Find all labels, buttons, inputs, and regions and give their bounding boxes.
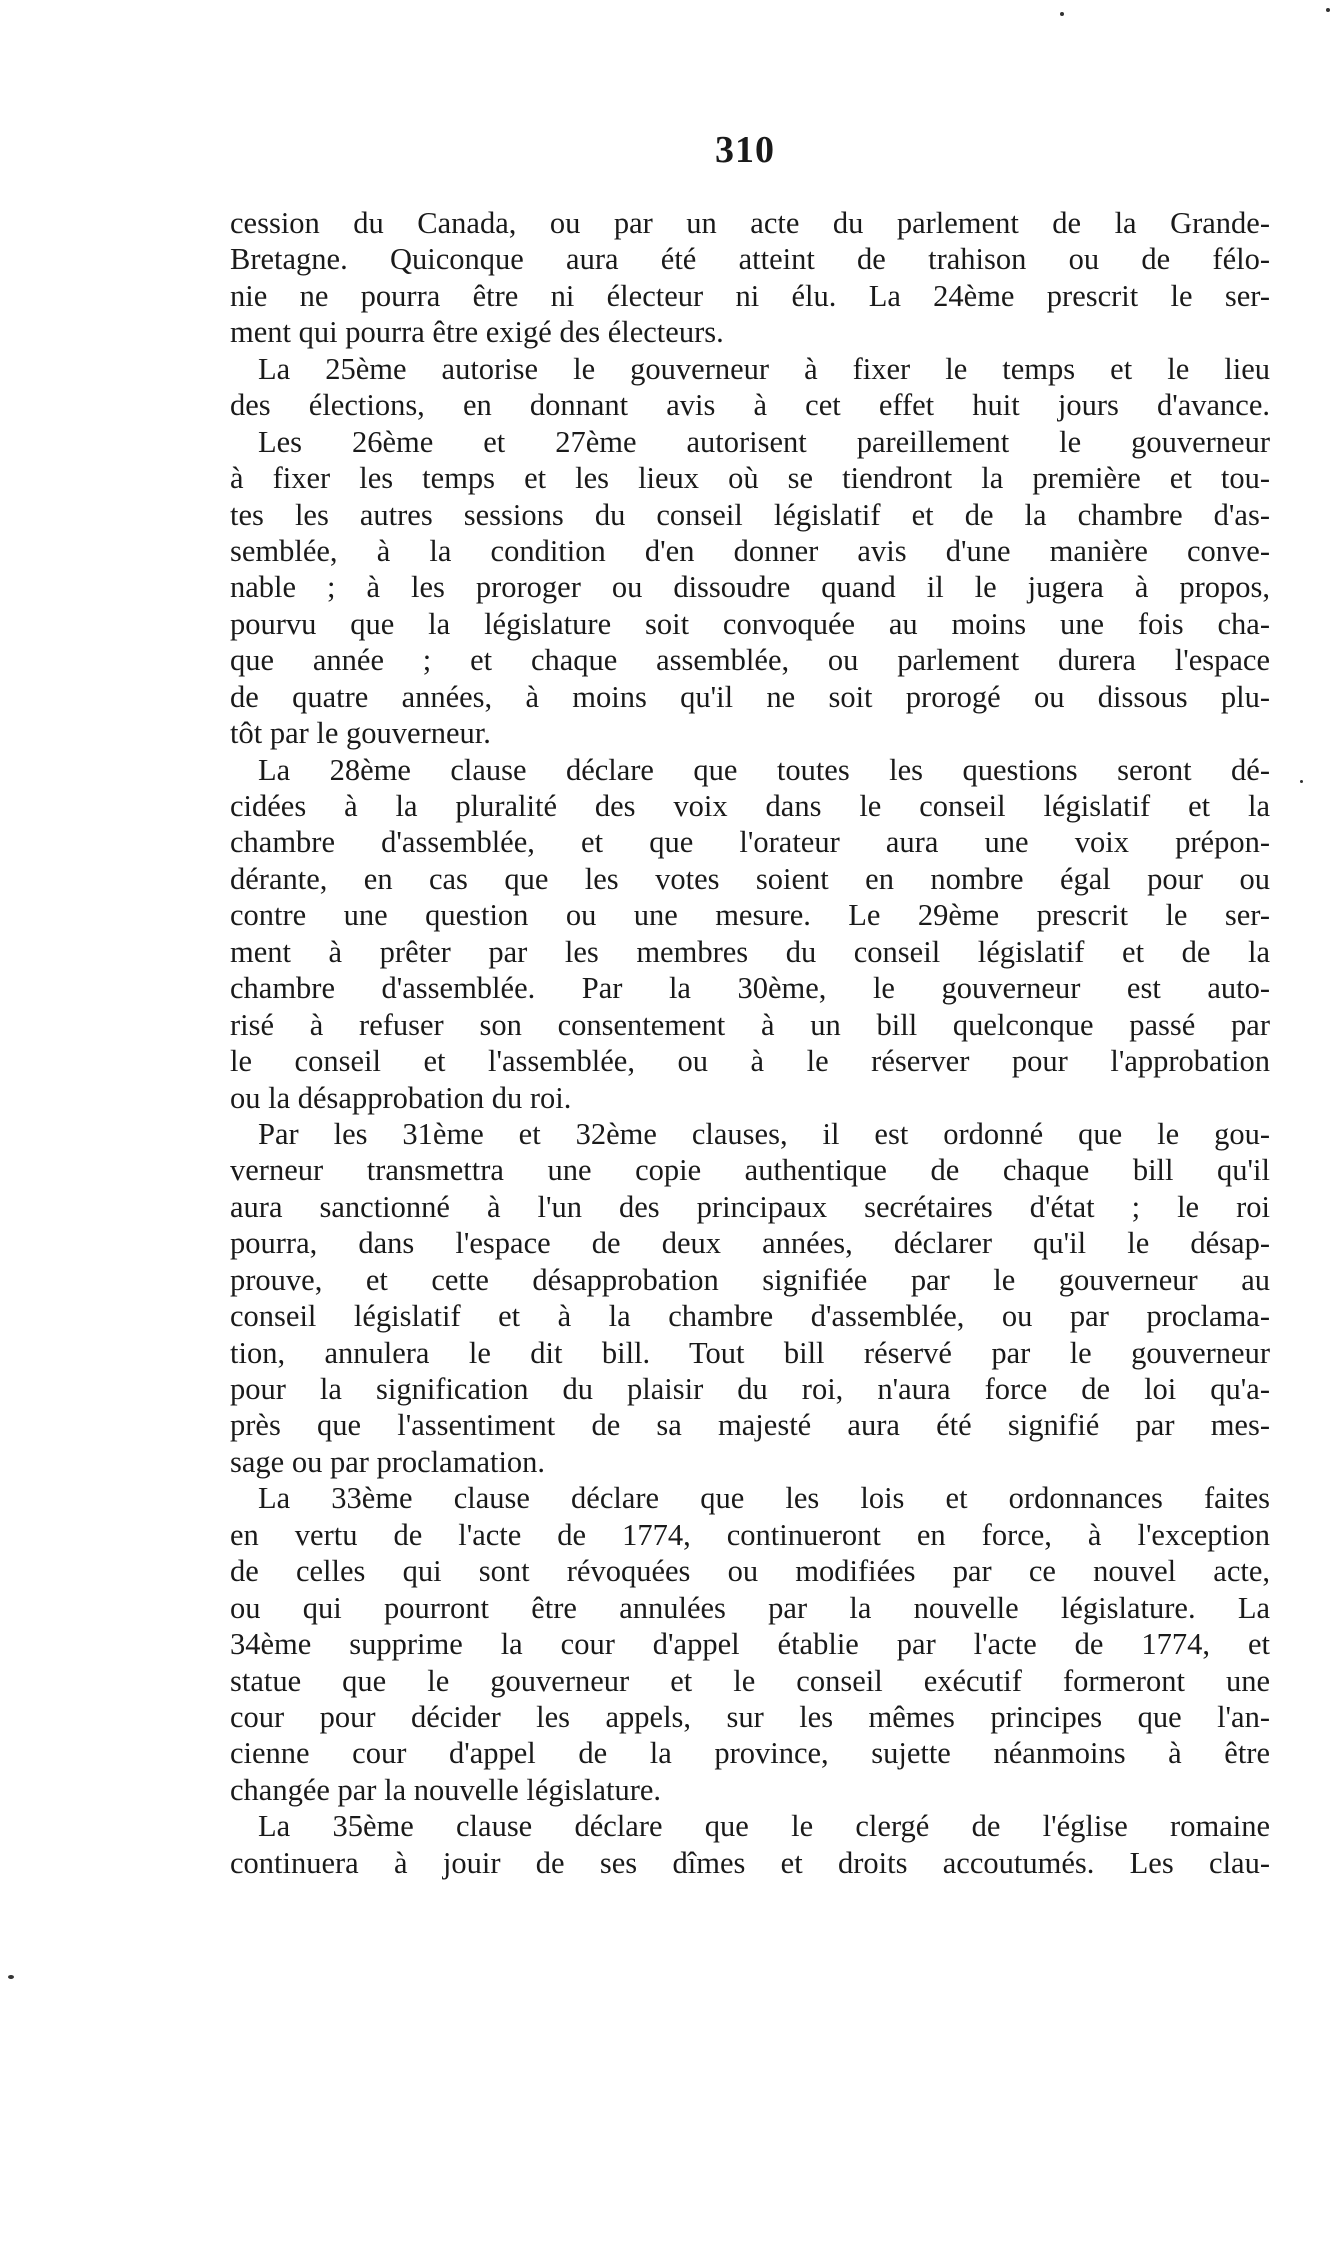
text-line: à fixer les temps et les lieux où se tiendront la première et tou- bbox=[230, 461, 1270, 496]
text-line: le conseil et l'assemblée, ou à le réserver pour l'approbation bbox=[230, 1044, 1270, 1079]
text-line: tes les autres sessions du conseil législatif et de la chambre d'as- bbox=[230, 497, 1270, 532]
text-line: statue que le gouverneur et le conseil exécutif formeront une bbox=[230, 1663, 1270, 1698]
text-line: ment à prêter par les membres du conseil législatif et de la bbox=[230, 934, 1270, 969]
text-line: semblée, à la condition d'en donner avis d'une manière conve- bbox=[230, 533, 1270, 568]
text-line: La 35ème clause déclare que le clergé de l'église romaine bbox=[258, 1809, 1270, 1844]
text-line: conseil législatif et à la chambre d'assemblée, ou par proclama- bbox=[230, 1299, 1270, 1334]
text-line: pourvu que la législature soit convoquée au moins une fois cha- bbox=[230, 606, 1270, 641]
text-line: cienne cour d'appel de la province, sujette néanmoins à être bbox=[230, 1736, 1270, 1771]
text-line: des élections, en donnant avis à cet effet huit jours d'avance. bbox=[230, 388, 1270, 423]
text-line: chambre d'assemblée, et que l'orateur aura une voix prépon- bbox=[230, 825, 1270, 860]
text-line: La 33ème clause déclare que les lois et ordonnances faites bbox=[258, 1481, 1270, 1516]
text-line: risé à refuser son consentement à un bill quelconque passé par bbox=[230, 1007, 1270, 1042]
page-number: 310 bbox=[715, 129, 775, 171]
scan-speck bbox=[1326, 8, 1330, 12]
text-line: cour pour décider les appels, sur les mêmes principes que l'an- bbox=[230, 1699, 1270, 1734]
text-line: La 25ème autorise le gouverneur à fixer le temps et le lieu bbox=[258, 351, 1270, 386]
text-line: sage ou par proclamation. bbox=[230, 1444, 546, 1479]
scan-speck bbox=[8, 1975, 14, 1979]
text-line: cidées à la pluralité des voix dans le conseil législatif et la bbox=[230, 789, 1270, 823]
text-line: de quatre années, à moins qu'il ne soit prorogé ou dissous plu- bbox=[230, 679, 1270, 714]
text-line: 34ème supprime la cour d'appel établie par l'acte de 1774, et bbox=[230, 1627, 1270, 1662]
text-line: aura sanctionné à l'un des principaux secrétaires d'état ; le roi bbox=[230, 1189, 1270, 1224]
text-line: Les 26ème et 27ème autorisent pareillement le gouverneur bbox=[258, 424, 1270, 459]
text-line: ment qui pourra être exigé des électeurs. bbox=[230, 315, 724, 350]
text-line: Par les 31ème et 32ème clauses, il est ordonné que le gou- bbox=[258, 1116, 1270, 1151]
text-line: tôt par le gouverneur. bbox=[230, 716, 491, 751]
text-line: verneur transmettra une copie authentique de chaque bill qu'il bbox=[230, 1153, 1270, 1188]
body-text bbox=[230, 205, 1270, 1881]
text-line: chambre d'assemblée. Par la 30ème, le gouverneur est auto- bbox=[230, 971, 1270, 1006]
text-line: prouve, et cette désapprobation signifiée par le gouverneur au bbox=[230, 1262, 1270, 1297]
text-line: en vertu de l'acte de 1774, continueront en force, à l'exception bbox=[230, 1517, 1270, 1552]
text-line: pourra, dans l'espace de deux années, déclarer qu'il le désap- bbox=[230, 1226, 1270, 1261]
scan-speck bbox=[1300, 780, 1303, 783]
text-line: La 28ème clause déclare que toutes les questions seront dé- bbox=[258, 752, 1270, 787]
text-line: de celles qui sont révoquées ou modifiées par ce nouvel acte, bbox=[230, 1554, 1270, 1589]
text-line: nable ; à les proroger ou dissoudre quand il le jugera à propos, bbox=[230, 570, 1270, 605]
text-line: contre une question ou une mesure. Le 29ème prescrit le ser- bbox=[230, 898, 1270, 933]
text-line: changée par la nouvelle législature. bbox=[230, 1772, 662, 1807]
text-line: cession du Canada, ou par un acte du parlement de la Grande- bbox=[230, 206, 1270, 240]
text-line: ou qui pourront être annulées par la nouvelle législature. La bbox=[230, 1590, 1270, 1625]
scan-speck bbox=[1060, 12, 1064, 16]
text-line: nie ne pourra être ni électeur ni élu. La 24ème prescrit le ser- bbox=[230, 278, 1270, 313]
text-line: continuera à jouir de ses dîmes et droits accoutumés. Les clau- bbox=[230, 1845, 1270, 1880]
text-line: près que l'assentiment de sa majesté aura été signifié par mes- bbox=[230, 1408, 1270, 1443]
text-line: tion, annulera le dit bill. Tout bill réservé par le gouverneur bbox=[230, 1335, 1270, 1370]
text-line: Bretagne. Quiconque aura été atteint de trahison ou de félo- bbox=[230, 242, 1270, 277]
text-line: ou la désapprobation du roi. bbox=[230, 1080, 572, 1115]
text-line: pour la signification du plaisir du roi, n'aura force de loi qu'a- bbox=[230, 1372, 1270, 1406]
text-line: dérante, en cas que les votes soient en nombre égal pour ou bbox=[230, 861, 1270, 896]
text-line: que année ; et chaque assemblée, ou parlement durera l'espace bbox=[230, 643, 1270, 678]
